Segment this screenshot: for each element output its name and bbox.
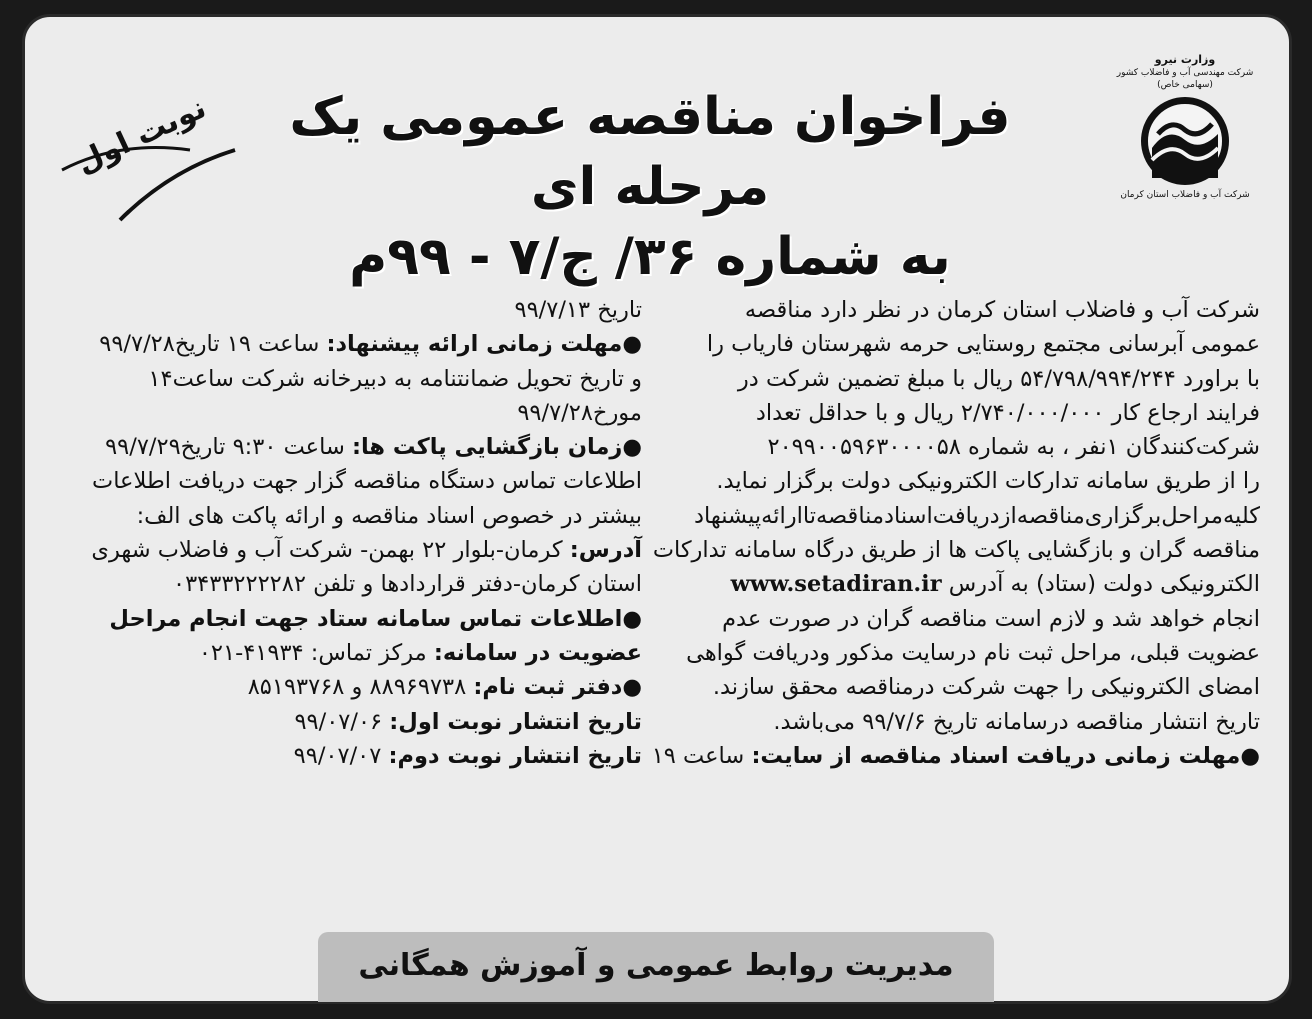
setad-contact-heading: اطلاعات تماس سامانه ستاد جهت انجام مراحل	[109, 605, 623, 632]
right-line: با براورد ۵۴/۷۹۸/۹۹۴/۲۴۴ ریال با مبلغ تضمین شرکت در	[737, 365, 1260, 392]
guarantee-date: مورخ۹۹/۷/۲۸	[517, 399, 642, 426]
download-deadline-value: ساعت ۱۹	[651, 742, 745, 769]
website-intro: الکترونیکی دولت (ستاد) به آدرس	[948, 571, 1260, 598]
publication-1-value: ۹۹/۰۷/۰۶	[294, 708, 383, 735]
setad-membership-label: عضویت در سامانه:	[433, 639, 642, 666]
right-line-website	[668, 567, 1260, 601]
right-line: شرکت‌کنندگان ۱نفر ، به شماره ۲۰۹۹۰۰۵۹۶۳۰۰۰۰۵۸	[767, 434, 1260, 461]
contact-line: اطلاعات تماس دستگاه مناقصه گزار جهت دریافت اطلاعات	[92, 468, 642, 495]
water-logo-icon	[1141, 97, 1229, 185]
right-line-deadline	[651, 739, 1260, 773]
right-line: شرکت آب و فاضلاب استان کرمان در نظر دارد مناقصه	[744, 297, 1260, 323]
contact-line: بیشتر در خصوص اسناد مناقصه و ارائه پاکت های الف:	[136, 502, 642, 529]
footer-public-relations: مدیریت روابط عمومی و آموزش همگانی	[318, 932, 994, 1002]
left-column	[56, 293, 642, 773]
right-column	[651, 293, 1260, 773]
proposal-deadline-label: مهلت زمانی ارائه پیشنهاد:	[326, 331, 623, 358]
publication-1-label: تاریخ انتشار نوبت اول:	[389, 708, 642, 735]
right-line: کلیه‌مراحل‌برگزاری‌مناقصه‌از‌دریافت‌اسناد‌مناقصه‌تا‌ارائه‌پیشنهاد	[694, 502, 1260, 529]
title-line-1: فراخوان مناقصه عمومی یک مرحله ای	[289, 87, 1011, 217]
right-line: عمومی آبرسانی مجتمع روستایی حرمه شهرستان فاریاب را	[706, 331, 1260, 358]
right-line: تاریخ انتشار مناقصه درسامانه تاریخ ۹۹/۷/۶ می‌باشد.	[773, 708, 1260, 735]
address-line-2: استان کرمان-دفتر قراردادها و تلفن ۰۳۴۳۳۲۲۲۲۸۲	[172, 571, 642, 598]
title-line-2: به شماره ۳۶/ ج/۷ - ۹۹م	[349, 227, 951, 287]
proposal-deadline-value: ساعت ۱۹ تاریخ۹۹/۷/۲۸	[99, 331, 320, 358]
right-line: انجام خواهد شد و لازم است مناقصه گران در صورت عدم	[722, 605, 1260, 632]
opening-value: ساعت ۹:۳۰ تاریخ۹۹/۷/۲۹	[105, 434, 345, 461]
publication-1-line	[56, 705, 642, 739]
bullet-icon: ●	[1240, 742, 1260, 769]
first-publication-stamp: نوبت اول	[71, 90, 212, 181]
proposal-deadline-line	[56, 327, 642, 361]
bullet-icon: ●	[622, 605, 642, 632]
opening-line	[56, 430, 642, 464]
right-line: را از طریق سامانه تدارکات الکترونیکی دولت برگزار نماید.	[716, 468, 1260, 495]
publication-2-label: تاریخ انتشار نوبت دوم:	[388, 742, 642, 769]
address-value: کرمان-بلوار ۲۲ بهمن- شرکت آب و فاضلاب شهری	[91, 537, 563, 564]
registry-label: دفتر ثبت نام:	[473, 674, 623, 701]
download-deadline-label: مهلت زمانی دریافت اسناد مناقصه از سایت:	[751, 742, 1241, 769]
opening-label: زمان بازگشایی پاکت ها:	[351, 434, 623, 461]
bullet-icon: ●	[622, 331, 642, 358]
publication-2-value: ۹۹/۰۷/۰۷	[293, 742, 382, 769]
setad-membership-value: مرکز تماس: ۴۱۹۳۴-۰۲۱	[198, 639, 427, 666]
registry-line	[56, 670, 642, 704]
company-note-label: (سهامی خاص)	[1157, 80, 1213, 90]
address-label: آدرس:	[569, 537, 642, 564]
website-link[interactable]: www.setadiran.ir	[730, 571, 942, 598]
national-company-label: شرکت مهندسی آب و فاضلاب کشور	[1116, 68, 1254, 78]
right-line: فرایند ارجاع کار ۲/۷۴۰/۰۰۰/۰۰۰ ریال و با حداقل تعداد	[755, 399, 1260, 426]
setad-membership-line	[56, 636, 642, 670]
registry-value: ۸۸۹۶۹۷۳۸ و ۸۵۱۹۳۷۶۸	[247, 674, 467, 701]
right-line: مناقصه گران و بازگشایی پاکت ها از طریق درگاه سامانه تدارکات	[652, 537, 1260, 564]
right-line: امضای الکترونیکی را جهت شرکت درمناقصه محقق سازند.	[712, 674, 1260, 701]
address-line	[56, 533, 642, 567]
right-line: عضویت قبلی، مراحل ثبت نام درسایت مذکور ودریافت گواهی	[686, 639, 1260, 666]
bullet-icon: ●	[622, 674, 642, 701]
publication-2-line	[56, 739, 642, 773]
ministry-label: وزارت نیرو	[1154, 53, 1216, 66]
company-logo-block	[1100, 52, 1270, 252]
setad-contact-line	[56, 602, 642, 636]
bullet-icon: ●	[622, 434, 642, 461]
guarantee-line: و تاریخ تحویل ضمانتنامه به دبیرخانه شرکت ساعت۱۴	[148, 365, 642, 392]
local-company-label: شرکت آب و فاضلاب استان کرمان	[1120, 190, 1250, 200]
date-line: تاریخ ۹۹/۷/۱۳	[514, 297, 642, 323]
page-title	[230, 82, 1070, 292]
